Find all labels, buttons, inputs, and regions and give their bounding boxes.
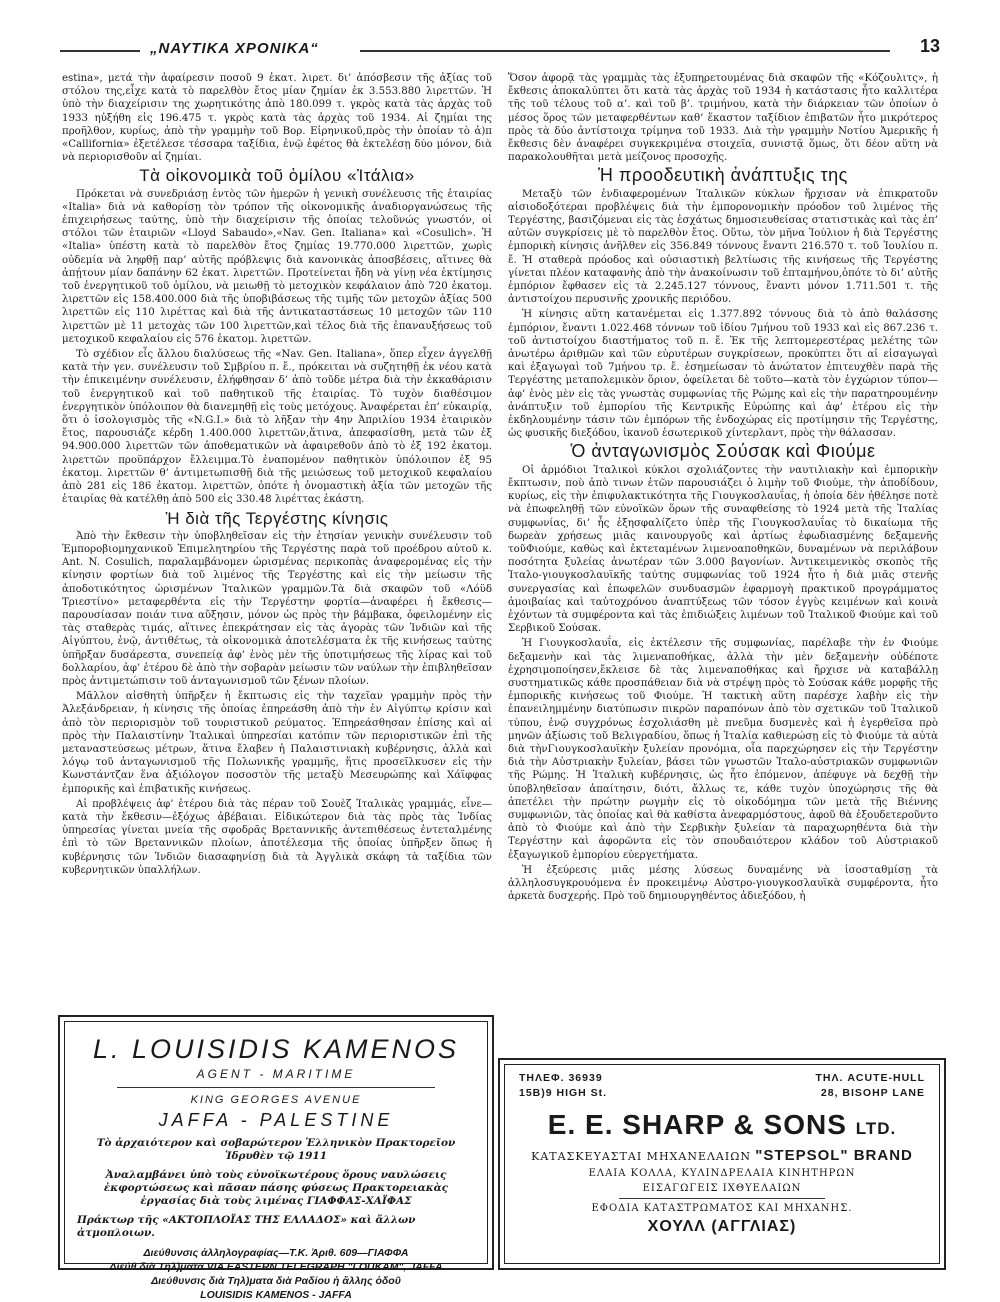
paragraph: Τὸ σχέδιον εἶς ἄλλου διαλύσεως τῆς «Nav. Gen. Italiana», ὅπερ εἶχεν ἀγγελθῇ κατὰ τὴν γεν. συνέλευσιν τοῦ Σμβρίου π. ἔ., πρόκειται νὰ συζητηθῇ ἐκ νέου κατὰ τὴν ἐπικειμένην συνέλευσιν, ἐλήφθησαν δ’ ἀπὸ τοῦδε μέτρα διὰ τὴν ἐκκαθάρισιν τοῦ ἐνεργητικοῦ καὶ τοῦ παθητικοῦ τῆς ἑταιρίας. Τὸ τυχὸν διαθέσιμον ἐνεργητικὸν ὑπόλοιπον θὰ διανεμηθῇ εἰς τοὺς μετόχους. Ἀναφέρεται ἐπ’ εὐκαιρίᾳ, ὅτι ὁ ἰσολογισμὸς τῆς «N.G.I.» διὰ τὸ λῆξαν τὴν 4ην Ἀπριλίου 1934 ἑταιρικὸν ἔτος, παρουσιάζε κέρδη 1.400.000 λιρεττῶν,ἅτινα, ἀπεφασίσθη, μετὰ τῶν ἐξ 94.900.000 λιρεττῶν τῶν ἀποθεματικῶν νὰ ἀφαιρεθοῦν ἀπὸ τὸ ἐξ 192 ἑκατομ. λιρεττῶν προϋπάρχον ἔλλειμμα.Τὸ ἐναπομένον παθητικὸν ὑπόλοιπον ἐξ 95 ἑκατομ. λιρεττῶν θ’ ἀντιμετωπισθῇ διὰ τῆς μειώσεως τοῦ μετοχικοῦ κεφαλαίου ἀπὸ 281 εἰς 186 ἑκατομ. λιρεττῶν, ὁπότε ἡ ὀνομαστικὴ ἀξία τῶν μετοχῶν τῆς ἑταιρίας θὰ κατέλθῃ ἀπὸ 500 εἰς 330.48 λιρέττας ἑκάστη. [62, 349, 492, 506]
paragraph: Μεταξὺ τῶν ἐνδιαφερομένων Ἰταλικῶν κύκλων ἤρχισαν νὰ ἐπικρατοῦν αἰσιοδοξότεραι προβλέψεις διὰ τὴν ἐμπορονομικὴν πρόοδον τοῦ λιμένος τῆς Τεργέστης, βασιζόμεναι εἰς τὰς ἐσχάτως δημοσιευθείσας στατιστικὰς καὶ τὰς ἐπ’ αὐτῶν συγκρίσεις μὲ τὸ παρελθὸν ἔτος. Οὕτω, τὸν μῆνα Ἰούλιον ἡ διὰ Τεργέστης ἐμπορικὴ κίνησις ἀνῆλθεν εἰς 356.849 τόννους ἔναντι 216.570 τ. τοῦ Ἰουλίου π. ἔ. Ἡ σταθερὰ πρόοδος καὶ οὐσιαστικὴ βελτίωσις τῆς κινήσεως τῆς Τεργέστης γίνεται πλέον καταφανὴς ἀπὸ τὴν ἀνακοίνωσιν τοῦ ἑπταμήνου,ὁπότε τὸ δι’ αὐτῆς ἐμπόριον ἔφθασεν εἰς τὰ 2.245.127 τόννους, ἔναντι μόνον 1.711.501 τ. τῆς ἀντιστοίχου περυσινῆς χρονικῆς περιόδου. [508, 188, 938, 306]
ad-address-row [519, 1086, 925, 1101]
ad-brand-suffix: LTD. [855, 1119, 897, 1138]
ad-product-brand: "STEPSOL" BRAND [755, 1147, 913, 1164]
ad-agency-line: Πράκτωρ τῆς «ΑΚΤΟΠΛΟΪΑΣ ΤΗΣ ΕΛΛΑΔΟΣ» καὶ ἄλλων ἀτμοπλοιων. [77, 1214, 416, 1239]
ad-line: ΕΙΣΑΓΩΓΕΙΣ ΙΧΘΥΕΛΑΙΩΝ [642, 1183, 802, 1194]
paragraph: Ἀπὸ τὴν ἔκθεσιν τὴν ὑποβληθεῖσαν εἰς τὴν ἐτησίαν γενικὴν συνέλευσιν τοῦ Ἐμποροβιομηχανικοῦ Ἐπιμελητηρίου τῆς Τεργέστης παρὰ τοῦ προέδρου αὐτοῦ κ. Ant. N. Cosulich, παραλαμβάνομεν ὡρισμένας περικοπὰς ἀναφερομένας εἰς τὴν κίνησιν φορτίων διὰ τοῦ λιμένος τῆς Τεργέστης καὶ εἰς τὴν μείωσιν τῆς ἀποδοτικότητος ὡρισμένων Ἰταλικῶν γραμμῶν.Τὰ διὰ σκαφῶν τοῦ «Λόϋδ Τριεστίνο» μεταφερθέντα εἰς τὴν Τεργέστην φορτία—ἀναφέρει ἡ ἔκθεσις—παρουσίασαν ποιάν τινα αὔξησιν, μόνον ὡς πρὸς τὴν βάμβακα, ὀφειλομένην εἰς τὰς σταθερὰς τιμάς, αἵτινες ἐπεκράτησαν εἰς τὰς ἀγορὰς τῶν Ἰνδιῶν καὶ τῆς Αἰγύπτου, ἐνῷ, ἀντιθέτως, τὰ οἰκονομικὰ ἀποτελέσματα ἐκ τῆς κινήσεως ταύτης ὑπῆρξαν δυσάρεστα, συνεπείᾳ ἀφ’ ἑνὸς μὲν τῆς ὑποτιμήσεως τῆς λίρας καὶ τοῦ δολλαρίου, ἀφ’ ἑτέρου δὲ ἀπὸ τὴν σοβαρὰν μείωσιν τῶν ναύλων τὴν ἐπιβληθεῖσαν πρὸς ἀντιμετώπισιν τοῦ ἀνταγωνισμοῦ τῶν ξένων πλοίων. [62, 530, 492, 687]
heading-susak-fiume: Ὁ ἀνταγωνισμὸς Σούσακ καὶ Φιούμε [570, 441, 876, 462]
ad-brand-main: E. E. SHARP & SONS [547, 1109, 847, 1140]
paragraph: Ἡ ἐξεύρεσις μιᾶς μέσης λύσεως δυναμένης νὰ ἰσοσταθμίσῃ τὰ ἀλληλοσυγκρουόμενα ἐν προκειμένῳ Αὐστρο-γιουγκοσλαυϊκὰ συμφέροντα, ἦτο ἀρκετὰ δυσχερής. Πρὸ τοῦ δημιουργηθέντος ἀδιεξόδου, ἡ [508, 864, 938, 903]
ad-city: JAFFA - PALESTINE [158, 1110, 394, 1130]
ad-company-name: L. LOUISIDIS KAMENOS [92, 1034, 460, 1064]
paragraph: Μᾶλλον αἰσθητὴ ὑπῆρξεν ἡ ἔκπτωσις εἰς τὴν ταχεῖαν γραμμὴν πρὸς τὴν Ἀλεξάνδρειαν, ἡ κίνησις τῆς ὁποίας ἐπηρεάσθη ἀπὸ τὴν ἐν Αἰγύπτῳ κρίσιν καὶ ἀπὸ τὸν περιορισμὸν τοῦ τουριστικοῦ ρεύματος. Ἐπηρεάσθησαν ἐπίσης καὶ αἱ πρὸς τὴν Παλαιστίνην Ἰταλικαὶ ὑπηρεσίαι κατόπιν τῶν περιοριστικῶν ἐπὶ τῆς μεταναστεύσεως μέτρων, ἅτινα ἔλαβεν ἡ Παλαιστινιακὴ κυβέρνησις, ἀλλὰ καὶ λόγῳ τοῦ ἀνταγωνισμοῦ τῆς Πολωνικῆς γραμμῆς, ἥτις προσεῖλκυσεν εἰς τὴν Κωνστάντζαν ἕνα ἀξιόλογον ποσοστὸν τῆς μεταξὺ Μεσευρώπης καὶ Χάϊφφας ἐμπορικῆς καὶ ἐπιβατικῆς κινήσεως. [62, 691, 492, 795]
ad-address-left: 15Β)9 HIGH St. [519, 1087, 608, 1099]
paragraph: Πρόκεται νὰ συνεδριάσῃ ἐντὸς τῶν ἡμερῶν ἡ γενικὴ συνέλευσις τῆς ἑταιρίας «Italia» διὰ νὰ καθορίσῃ τὸν τρόπον τῆς οἰκονομικῆς ἀναδιοργανώσεως τῆς ἐπιχειρήσεως ταύτης, ὑπὸ τὴν διαχείρισιν τῆς ὁποίας τελοῦνώς γνωστόν, οἱ στόλοι τῶν ἑταιριῶν «Lloyd Sabaudo»,«Nav. Gen. Italiana» καὶ «Cosulich». Ἡ «Italia» ὑπέστη κατὰ τὸ παρελθὸν ἔτος ζημίας 19.770.000 λιρεττῶν, χωρὶς οὐδεμία νὰ ληφθῇ παρ’ αὐτῆς πρόβλεψις διὰ κανονικὰς ἀποσβέσεις, αἵτινες θὰ ἀπῄτουν μίαν δαπάνην 62 ἑκατ. λιρεττῶν. Προτείνεται ἤδη νὰ γίνῃ νέα ἐκτίμησις τοῦ ἐνεργητικοῦ τοῦ ὁμίλου, νὰ μειωθῇ τὸ μετοχικὸν κεφάλαιον ἀπὸ 720 ἑκατομ. λιρεττῶν εἰς 158.400.000 διὰ τῆς ὑποβιβάσεως τῆς τιμῆς τῶν μετοχῶν ἀξίας 500 λιρεττῶν εἰς 110 λιρέττας καὶ διὰ τῆς ἀντικαταστάσεως 10 μετοχῶν τῶν 110 λιρεττῶν μὲ 11 μετοχὰς τῶν 100 λιρεττῶν,καὶ τέλος διὰ τῆς ἐπαναυξήσεως τοῦ μετοχικοῦ κεφαλαίου εἰς 576 ἑκατομ. λιρεττῶν. [62, 188, 492, 345]
ad-line: ΕΛΑΙΑ ΚΟΛΛΑ, ΚΥΛΙΝΔΡΕΛΑΙΑ ΚΙΝΗΤΗΡΩΝ [588, 1168, 856, 1179]
ad-telegraph: ΤΗΛ. ACUTE-HULL [815, 1072, 925, 1084]
paragraph: estina», μετά τὴν ἀφαίρεσιν ποσοῦ 9 ἑκατ. λιρετ. δι’ ἀπόσβεσιν τῆς ἀξίας τοῦ στόλου της,εἶχε κατὰ τὸ παρελθὸν ἔτος μίαν ζημίαν ἐκ 3.553.880 λιρεττῶν. Ἡ ὑπὸ τὴν διαχείρισιν της χωρητικότης ἀπὸ 180.099 τ. γκρὸς κατὰ τὰς ἀρχὰς τοῦ 1933 ηὐξήθη εἰς 196.475 τ. γκρὸς κατὰ τὰς ἀρχὰς τοῦ 1934. Αἱ ζημίαι της προῆλθον, κυρίως, ἀπὸ τὴν γραμμὴν τοῦ Βορ. Εἰρηνικοῦ,πρὸς τὴν ὁποίαν τὸ ἀ)π «Calliforniα» ἐξετέλεσε τέσσαρα ταξίδια, ἐνῷ ἐφέτος θὰ ἐκτελέσῃ δύο μόνον, διὰ νὰ περιορισθοῦν αἱ ζημίαι. [62, 73, 492, 164]
ad-address-line: Διεύθ.διὰ Τηλ)ματα VIA EASTERN TELEGRAPH "LOUKAM", JAFFA [109, 1261, 443, 1273]
publication-title: „ΝΑΥΤΙΚΑ ΧΡΟΝΙΚΑ“ [150, 40, 319, 57]
advertisement-inner [504, 1064, 940, 1264]
ad-address-line: Διεύθυνσις διὰ Τηλ)ματα διὰ Ραδίου ἡ ἄλλης ὁδοῦ [151, 1275, 401, 1287]
divider [619, 1198, 825, 1199]
advertisement-louisidis [58, 1015, 494, 1301]
paragraph: Ἡ Γιουγκοσλαυΐα, εἰς ἐκτέλεσιν τῆς συμφωνίας, παρέλαβε τὴν ἐν Φιούμε δεξαμενὴν καὶ τὰς λιμεναποθήκας, ἀλλὰ τὴν μὲν δεξαμενὴν οὐδέποτε ἐχρησιμοποίησεν,ἔκλεισε δὲ τὰς λιμεναποθήκας καὶ ἤρχισε νὰ καταβάλλῃ συστηματικῶς κάθε προσπάθειαν διὰ νὰ στρέψῃ πρὸς τὸ Σούσακ κάθε μορφῆς τῆς ἐμπορικῆς κινήσεως τοῦ Φιούμε. Ἡ τακτικὴ αὕτη παρέσχε λαβὴν εἰς τὴν ἐπανειλημμένην διατύπωσιν πικρῶν παραπόνων ἀπὸ τὸν σχετικῶν τοῦ Ἰταλικοῦ τύπου, ἐνῷ συγχρόνως ἐσχολιάσθη μὲ πνεῦμα δυσμενὲς καὶ ἡ ἐγερθεῖσα πρὸ μηνῶν ἀξίωσις τοῦ Βελιγραδίου, ὅπως ἡ Ἰταλία καθιερώσῃ εἰς τὸ Φιούμε τὰ αὐτὰ διὰ τὴνΓιουγκοσλαυϊκὴν ξυλείαν προνόμια, οἷα παρεχώρησεν εἰς τὴν Τεργέστην διὰ τὴν Αὐστριακὴν ξυλείαν, βάσει τῶν γνωστῶν Ἰταλο-αὐστριακῶν συμφωνιῶν τῆς Ρώμης. Ἡ Ἰταλικὴ κυβέρνησις, ὡς ἦτο ἑπόμενον, ἀπέφυγε νὰ δεχθῇ τὴν ὑποβληθεῖσαν ἀπαίτησιν, διότι, ἄλλως τε, κάθε τυχὸν ὑποχώρησις τῆς θὰ ἀπετέλει τὴν πρώτην ρωγμὴν εἰς τὸ οἰκοδόμημα τῶν μετὰ τῆς Βιέννης συμφωνιῶν, τὰς ὁποίας καὶ θὰ καθίστα ἀνεφαρμόστους, ἀφοῦ θὰ ἐξουδετεροῦντο ἀπὸ τὸ Φιούμε καὶ ἀπὸ τὴν Σερβικὴν ξυλείαν τὰ παραχωρηθέντα διὰ τὴν Τεργέστην καὶ ἀφορῶντα εἰς τὸν σπουδαιότερον κλάδον τοῦ Αὐστριακοῦ ἐξαγωγικοῦ ἐμπορίου εὐεργετήματα. [508, 638, 938, 861]
paragraph: Αἱ προβλέψεις ἀφ’ ἑτέρου διὰ τὰς πέραν τοῦ Σουὲζ Ἰταλικὰς γραμμάς, εἶνε—κατὰ τὴν ἔκθεσιν—ἐξόχως ἀβέβαιαι. Εἰδικώτερον διὰ τὰς πρὸς τὰς Ἰνδίας ὑπηρεσίας γίνεται μνεία τῆς σφοδρᾶς Βρεταννικῆς ἀντεπιθέσεως ἐντεταλμένης ἐπὶ τὸ τῶν Βρεταννικῶν πλοίων, ἀποτέλεσμα τῆς ὁποίας ὑπῆρξεν ὅπως ἡ κυβέρνησις τῶν Ἰνδιῶν διασαφηνίσῃ διὰ τὰ Ἀγγλικὰ σκάφη τὰ ταξίδια τῶν κυβερνητικῶν ὑπαλλήλων. [62, 798, 492, 876]
paragraph: Οἱ ἁρμόδιοι Ἰταλικοὶ κύκλοι σχολιάζοντες τὴν ναυτιλιακὴν καὶ ἐμπορικὴν ἔκπτωσιν, ποὺ ἀπὸ τινων ἐτῶν παρουσιάζει ὁ λιμὴν τοῦ Φιούμε, τὴν ἀποδίδουν, κυρίως, εἰς τὴν ἐπιφυλακτικότητα τῆς Γιουγκοσλαυΐας, ἡ ὁποία δὲν ἠθέλησε ποτὲ νὰ ἐπωφεληθῇ τῶν εὐνοϊκῶν ὅρων τῆς συναφθείσης τὸ 1924 μετὰ τῆς Ἰταλίας συμφωνίας, δι’ ἧς ἐξησφαλίζετο ὑπὲρ τῆς Γιουγκοσλαυΐας τὸ δικαίωμα τῆς δωρεὰν χρήσεως μιᾶς καινουργοῦς καὶ ἀρτίως ἐφωδιασμένης δεξαμενῆς τοῦΦιούμε, καθὼς καὶ ἐκτεταμένων λιμενοαποθηκῶν, δυναμένων νὰ περιλάβουν ποσότητα ξυλείας ἀνωτέραν τῶν 3.000 βαγονίων. Ἀντικειμενικὸς σκοπὸς τῆς Ἰταλο-γιουγκοσλαυϊκῆς ταύτης συμφωνίας τοῦ 1924 ἦτο ἡ διὰ μιᾶς στενῆς συνεργασίας καὶ ἐπωφελῶν συνδυασμῶν ἐφαρμογὴ πρακτικοῦ προγράμματος ἀμοιβαίας καὶ ταὐτοχρόνου ἀναπτύξεως τῶν τόσον ἐγγὺς κειμένων καὶ κοινὰ ἐχόντων τὰ συμφέροντα καὶ τὰς ἐπιδιώξεις λιμένων τοῦ Ἰταλικοῦ Φιούμε καὶ τοῦ Σερβικοῦ Σούσακ. [508, 464, 938, 635]
divider [117, 1087, 435, 1088]
heading-trieste-traffic: Ἡ διὰ τῆς Τεργέστης κίνησις [165, 508, 389, 528]
ad-telephone: ΤΗΛΕΦ. 36939 [519, 1072, 603, 1084]
heading-progressive-development: Ἡ προοδευτικὴ ἀνάπτυξις της [598, 165, 848, 186]
header-rule-left [60, 50, 140, 52]
header-rule-right [360, 50, 890, 52]
ad-product-line [519, 1147, 925, 1164]
paragraph: Ἡ κίνησις αὕτη κατανέμεται εἰς 1.377.892 τόννους διὰ τὸ ἀπὸ θαλάσσης ἐμπόριον, ἔναντι 1.022.468 τόννων τοῦ ἰδίου 7μήνου τοῦ 1933 καὶ εἰς 867.236 τ. τοῦ ἀντιστοίχου διαστήματος τοῦ π. ἔ. Ἐκ τῆς λεπτομερεστέρας μελέτης τῶν ἀνωτέρω ἀριθμῶν καὶ τῶν εὐρυτέρων συγκρίσεων, προκύπτει ὅτι αἱ εἰσαγωγαὶ καὶ ἐξαγωγαὶ τοῦ 7μήνου τρ. ἔ. ἐσημείωσαν τὸ ἀνώτατον ἐπιτευχθὲν παρὰ τῆς Τεργέστης μεταπολεμικὸν ὅριον, ὀφείλεται δὲ τοῦτο—κατὰ τὸν ἐγχώριον τύπον—ἀφ’ ἑνὸς μὲν εἰς τὰς γνωστὰς συμφωνίας τῆς Ρώμης καὶ εἰς τὴν παρατηρουμένην ἀνάπτυξιν τοῦ ἐμπορίου τῆς Κεντρικῆς Εὐρώπης καὶ ἀφ’ ἑτέρου εἰς τὴν ἐκδηλουμένην τάσιν τῶν ἐμπόρων τῆς ἐνδοχώρας εἰς προτίμησιν τῆς Τεργέστης, ὡς φυσικῆς διεξόδου, ἱκανοῦ ἐσωτερικοῦ χίντερλαντ, πρὸς τὴν θάλασσαν. [508, 309, 938, 440]
ad-address-line: Διεύθυνσις ἀλληλογραφίας—Τ.Κ. Ἀριθ. 609—ΓΙΑΦΦΑ [143, 1247, 409, 1259]
ad-address-line: LOUISIDIS KAMENOS - JAFFA [200, 1289, 352, 1301]
ad-location: ΧΟΥΛΛ (ΑΓΓΛΙΑΣ) [647, 1218, 797, 1235]
advertisement-inner [64, 1021, 488, 1301]
advertisement-sharp-sons [498, 1058, 946, 1270]
page-header [60, 36, 940, 62]
page-number: 13 [919, 36, 940, 56]
ad-agent-line: AGENT - MARITIME [196, 1067, 356, 1081]
ad-street: KING GEORGES AVENUE [190, 1094, 362, 1106]
ad-line: ΕΦΟΔΙΑ ΚΑΤΑΣΤΡΩΜΑΤΟΣ ΚΑΙ ΜΗΧΑΝΗΣ. [591, 1203, 853, 1214]
ad-address-block [77, 1246, 475, 1302]
left-column [62, 72, 492, 879]
ad-product-prefix: ΚΑΤΑΣΚΕΥΑΣΤΑΙ ΜΗΧΑΝΕΛΑΙΩΝ [531, 1150, 751, 1163]
ad-brand-name [519, 1109, 925, 1141]
heading-italia-finances: Τὰ οἰκονομικὰ τοῦ ὁμίλου «Ἰτάλια» [139, 166, 415, 186]
ad-services-line: Ἀναλαμβάνει ὑπὸ τοὺς εὐνοϊκωτέρους ὅρους ναυλώσεις ἐκφορτώσεως καὶ πᾶσαν πάσης φύσεως Πρακτορειακὰς ἐργασίας διὰ τοὺς λιμένας ΓΙΑΦΦΑΣ-ΧΑΪΦΑΣ [103, 1169, 449, 1207]
right-column [508, 72, 938, 905]
ad-contact-row [519, 1071, 925, 1086]
ad-address-right: 28, BISOHP LANE [820, 1087, 925, 1099]
ad-founded-line: Τὸ ἀρχαιότερον καὶ σοβαρώτερον Ἑλληνικὸν Πρακτορεῖον Ἱδρυθὲν τῷ 1911 [96, 1137, 456, 1162]
paragraph: Ὅσον ἀφορᾷ τὰς γραμμὰς τὰς ἐξυπηρετουμένας διὰ σκαφῶν τῆς «Κόζουλιτς», ἡ ἔκθεσις ἀποκαλύπτει ὅτι κατὰ τὰς ἀρχὰς τοῦ 1934 ἡ κατάστασις ἦτο καλλιτέρα τῆς τοῦ τέλους τοῦ α’. καὶ τοῦ β’. τριμήνου, κατὰ τὴν διάρκειαν τῶν ὁποίων ὁ μέσος ὅρος τῶν μεταφερθέντων καθ’ ἕκαστον ταξίδιον ἐπιβατῶν ἦτο μικρότερος πρὸς τὰ δύο ἀντίστοιχα τρίμηνα τοῦ 1933. Διὰ τὴν γραμμὴν Νοτίου Ἀμερικῆς ἡ ἔκθεσις δὲν ἀναφέρει συγκεκριμένα στοιχεῖα, συνιστᾷ ὅμως, ὅτι δέον αὕτη νὰ παρακολουθῆται μετὰ μείζονος προσοχῆς. [508, 73, 938, 164]
